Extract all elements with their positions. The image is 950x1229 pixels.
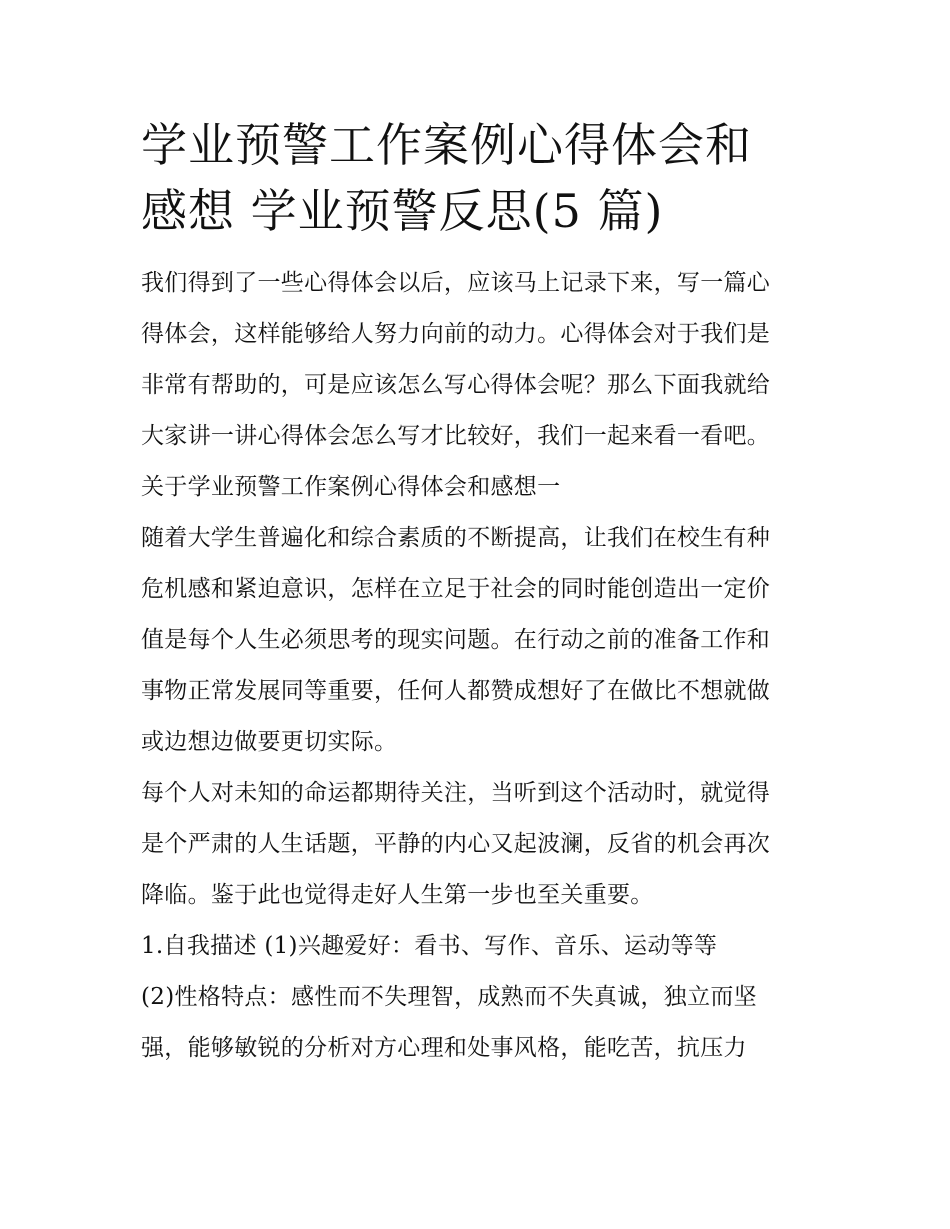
text-line: 关于学业预警工作案例心得体会和感想一 [141,474,561,500]
text-line: 非常有帮助的，可是应该怎么写心得体会呢？那么下面我就给 [141,372,771,398]
document-title [141,112,821,244]
text-line: 值是每个人生必须思考的现实问题。在行动之前的准备工作和 [141,627,771,653]
document-page [141,112,821,1074]
text-line: 事物正常发展同等重要，任何人都赞成想好了在做比不想就做 [141,678,771,704]
text-line: 强，能够敏锐的分析对方心理和处事风格，能吃苦，抗压力 [141,1035,747,1061]
list-item [141,921,821,972]
text-line: 我们得到了一些心得体会以后，应该马上记录下来，写一篇心 [141,270,771,296]
document-body [141,258,821,1074]
text-line: 随着大学生普遍化和综合素质的不断提高，让我们在校生有种 [141,525,771,551]
section-heading [141,462,821,513]
body-paragraph [141,768,821,921]
intro-paragraph [141,258,821,462]
text-line: (2)性格特点：感性而不失理智，成熟而不失真诚，独立而坚 [141,984,757,1010]
text-line: 1.自我描述 (1)兴趣爱好：看书、写作、音乐、运动等等 [141,933,718,959]
text-line: 得体会，这样能够给人努力向前的动力。心得体会对于我们是 [141,321,771,347]
text-line: 是个严肃的人生话题，平静的内心又起波澜，反省的机会再次 [141,831,771,857]
text-line: 大家讲一讲心得体会怎么写才比较好，我们一起来看一看吧。 [141,423,771,449]
body-paragraph [141,972,821,1074]
title-line-1: 学业预警工作案例心得体会和 [141,118,752,172]
title-line-2: 感想 学业预警反思(5 篇) [141,184,664,238]
text-line: 危机感和紧迫意识，怎样在立足于社会的同时能创造出一定价 [141,576,771,602]
text-line: 每个人对未知的命运都期待关注，当听到这个活动时，就觉得 [141,780,771,806]
text-line: 降临。鉴于此也觉得走好人生第一步也至关重要。 [141,882,654,908]
body-paragraph [141,513,821,768]
text-line: 或边想边做要更切实际。 [141,729,398,755]
